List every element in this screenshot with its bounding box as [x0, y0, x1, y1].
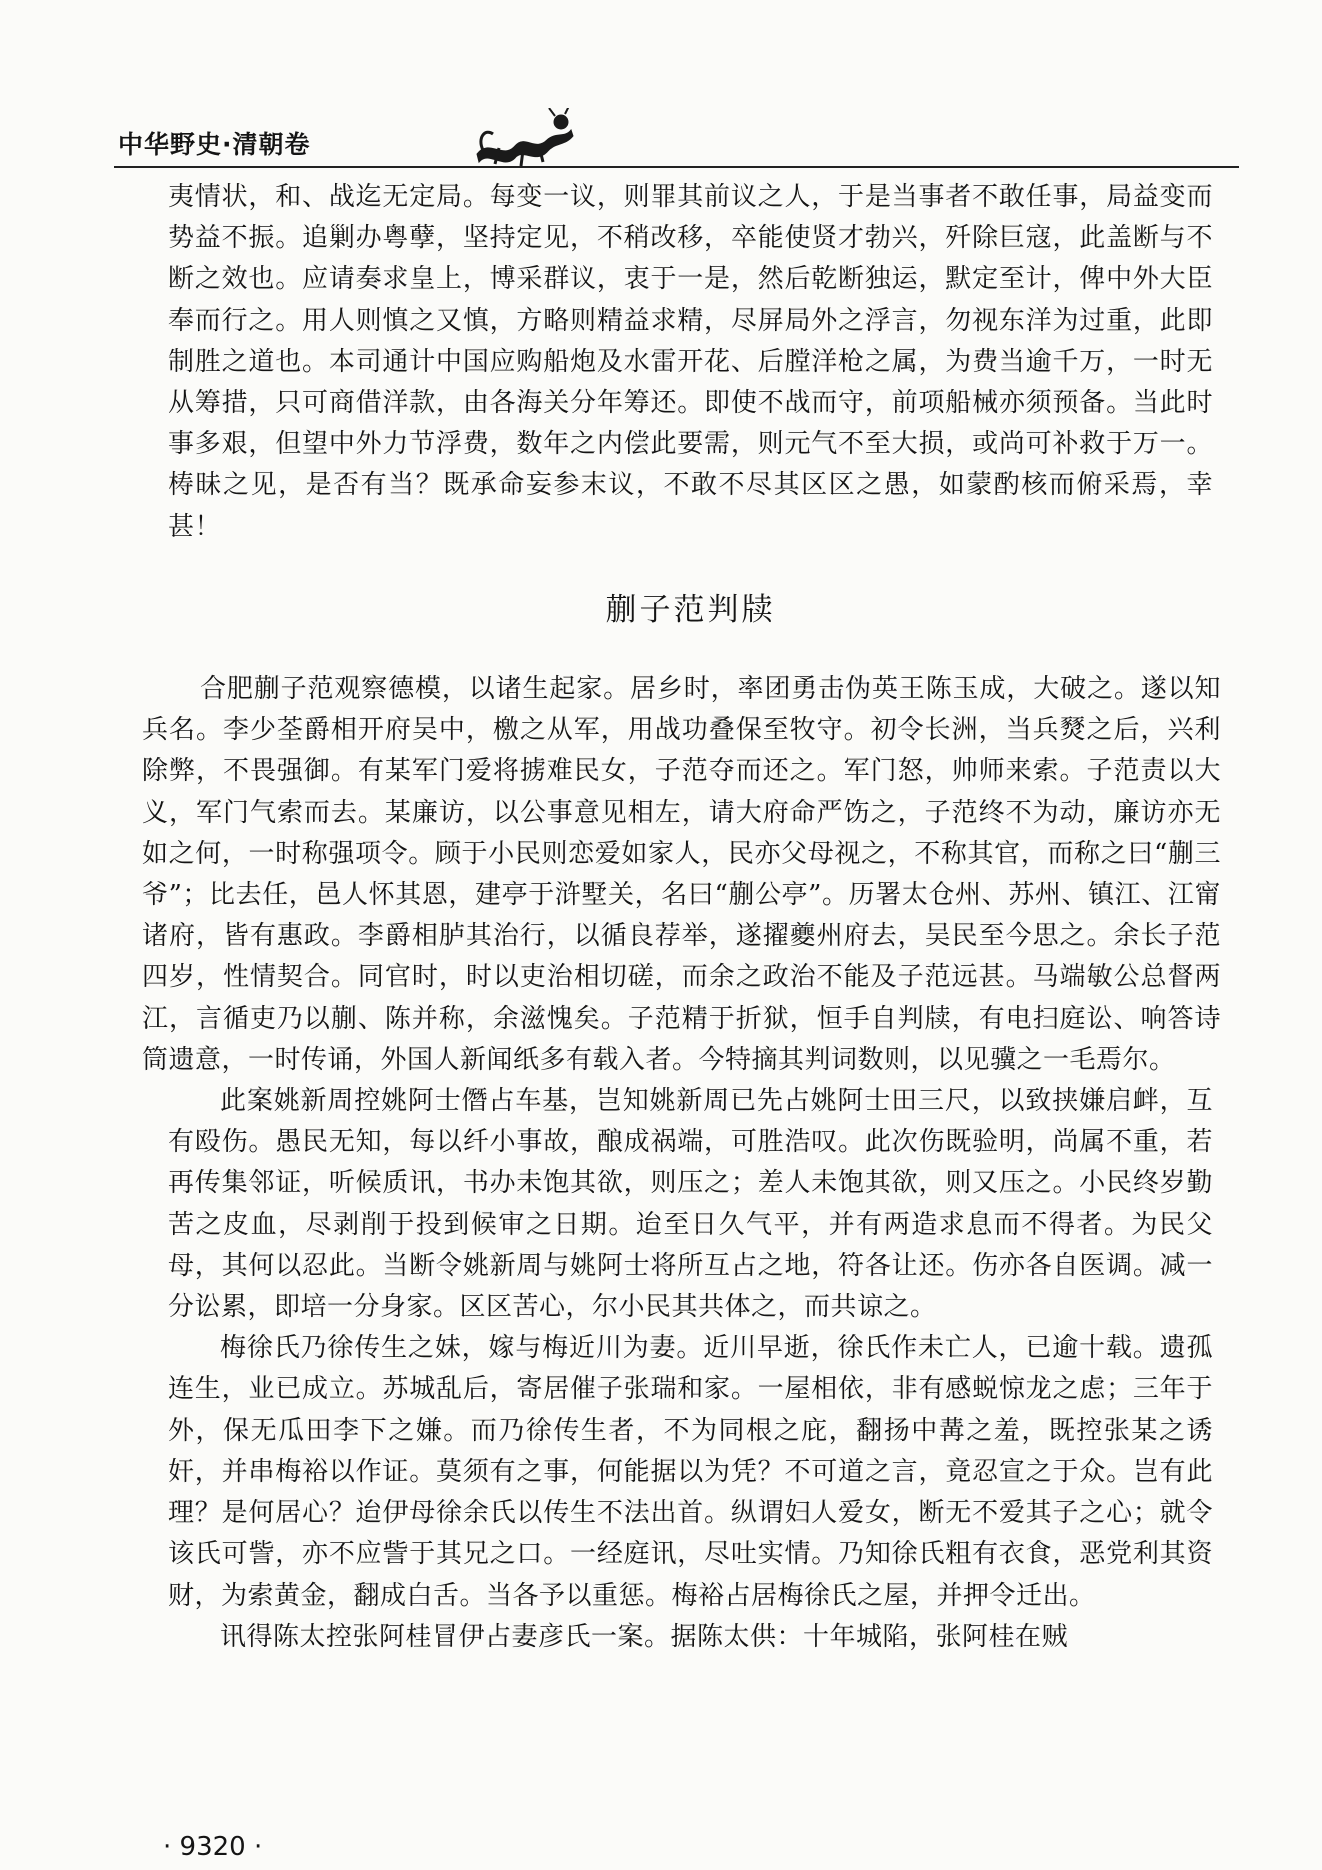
case-paragraph: 此案姚新周控姚阿士僭占车基，岂知姚新周已先占姚阿士田三尺，以致挟嫌启衅，互有殴伤。愚民无知，每以纤小事故，酿成祸端，可胜浩叹。此次伤既验明，尚属不重，若再传集邻证，听候质讯，书办未饱其欲，则压之；差人未饱其欲，则又压之。小民终岁勤苦之皮血，尽剥削于投到候审之日期。迨至日久气平，并有两造求息而不得者。为民父母，其何以忍此。当断令姚新周与姚阿士将所互占之地，符各让还。伤亦各自医调。减一分讼累，即培一分身家。区区苦心，尔小民其共体之，而共谅之。 [168, 1086, 1213, 1323]
page-number: · 9320 · [163, 1832, 263, 1862]
running-header [114, 118, 1239, 168]
main-body [142, 177, 1221, 1658]
series-title: 中华野史·清朝卷 [118, 130, 311, 159]
case-paragraph: 梅徐氏乃徐传生之妹，嫁与梅近川为妻。近川早逝，徐氏作未亡人，已逾十载。遗孤连生，业已成立。苏城乱后，寄居催子张瑞和家。一屋相依，非有感蜕惊龙之虑；三年于外，保无瓜田李下之嫌。而乃徐传生者，不为同根之庇，翻扬中冓之羞，既控张某之诱奸，并串梅裕以作证。莫须有之事，何能据以为凭？不可道之言，竟忍宣之于众。岂有此理？是何居心？迨伊母徐余氏以传生不法出首。纵谓妇人爱女，断无不爱其子之心；就令该氏可訾，亦不应訾于其兄之口。一经庭讯，尽吐实情。乃知徐氏粗有衣食，恶党利其资财，为索黄金，翻成白舌。当各予以重惩。梅裕占居梅徐氏之屋，并押令迁出。 [168, 1333, 1213, 1611]
intro-paragraph: 合肥蒯子范观察德模，以诸生起家。居乡时，率团勇击伪英王陈玉成，大破之。遂以知兵名。李少荃爵相开府吴中，檄之从军，用战功叠保至牧守。初令长洲，当兵燹之后，兴利除弊，不畏强御。有某军门爱将掳难民女，子范夺而还之。军门怒，帅师来索。子范责以大义，军门气索而去。某廉访，以公事意见相左，请大府命严饬之，子范终不为动，廉访亦无如之何，一时称强项令。顾于小民则恋爱如家人，民亦父母视之，不称其官，而称之曰“蒯三爷”；比去任，邑人怀其恩，建亭于浒墅关，名曰“蒯公亭”。历署太仓州、苏州、镇江、江甯诸府，皆有惠政。李爵相胪其治行，以循良荐举，遂擢夔州府去，吴民至今思之。余长子范四岁，性情契合。同官时，时以吏治相切磋，而余之政治不能及子范远甚。马端敏公总督两江，言循吏乃以蒯、陈并称，余滋愧矣。子范精于折狱，恒手自判牍，有电扫庭讼、响答诗筒遗意，一时传诵，外国人新闻纸多有载入者。今特摘其判词数则，以见骥之一毛焉尔。 [142, 674, 1221, 1075]
case-paragraph: 讯得陈太控张阿桂冒伊占妻彦氏一案。据陈太供：十年城陷，张阿桂在贼 [220, 1621, 1069, 1652]
dragon-icon [469, 108, 579, 172]
continued-paragraph: 夷情状，和、战迄无定局。每变一议，则罪其前议之人，于是当事者不敢任事，局益变而势益不振。追剿办粤孽，坚持定见，不稍改移，卒能使贤才勃兴，歼除巨寇，此盖断与不断之效也。应请奏求皇上，博采群议，衷于一是，然后乾断独运，默定至计，俾中外大臣奉而行之。用人则慎之又慎，方略则精益求精，尽屏局外之浮言，勿视东洋为过重，此即制胜之道也。本司通计中国应购船炮及水雷开花、后膛洋枪之属，为费当逾千万，一时无从筹措，只可商借洋款，由各海关分年筹还。即使不战而守，前项船械亦须预备。当此时事多艰，但望中外力节浮费，数年之内偿此要需，则元气不至大损，或尚可补救于万一。梼昧之见，是否有当？既承命妄参末议，不敢不尽其区区之愚，如蒙酌核而俯采焉，幸甚！ [168, 182, 1213, 542]
section-title: 蒯子范判牍 [605, 591, 776, 628]
